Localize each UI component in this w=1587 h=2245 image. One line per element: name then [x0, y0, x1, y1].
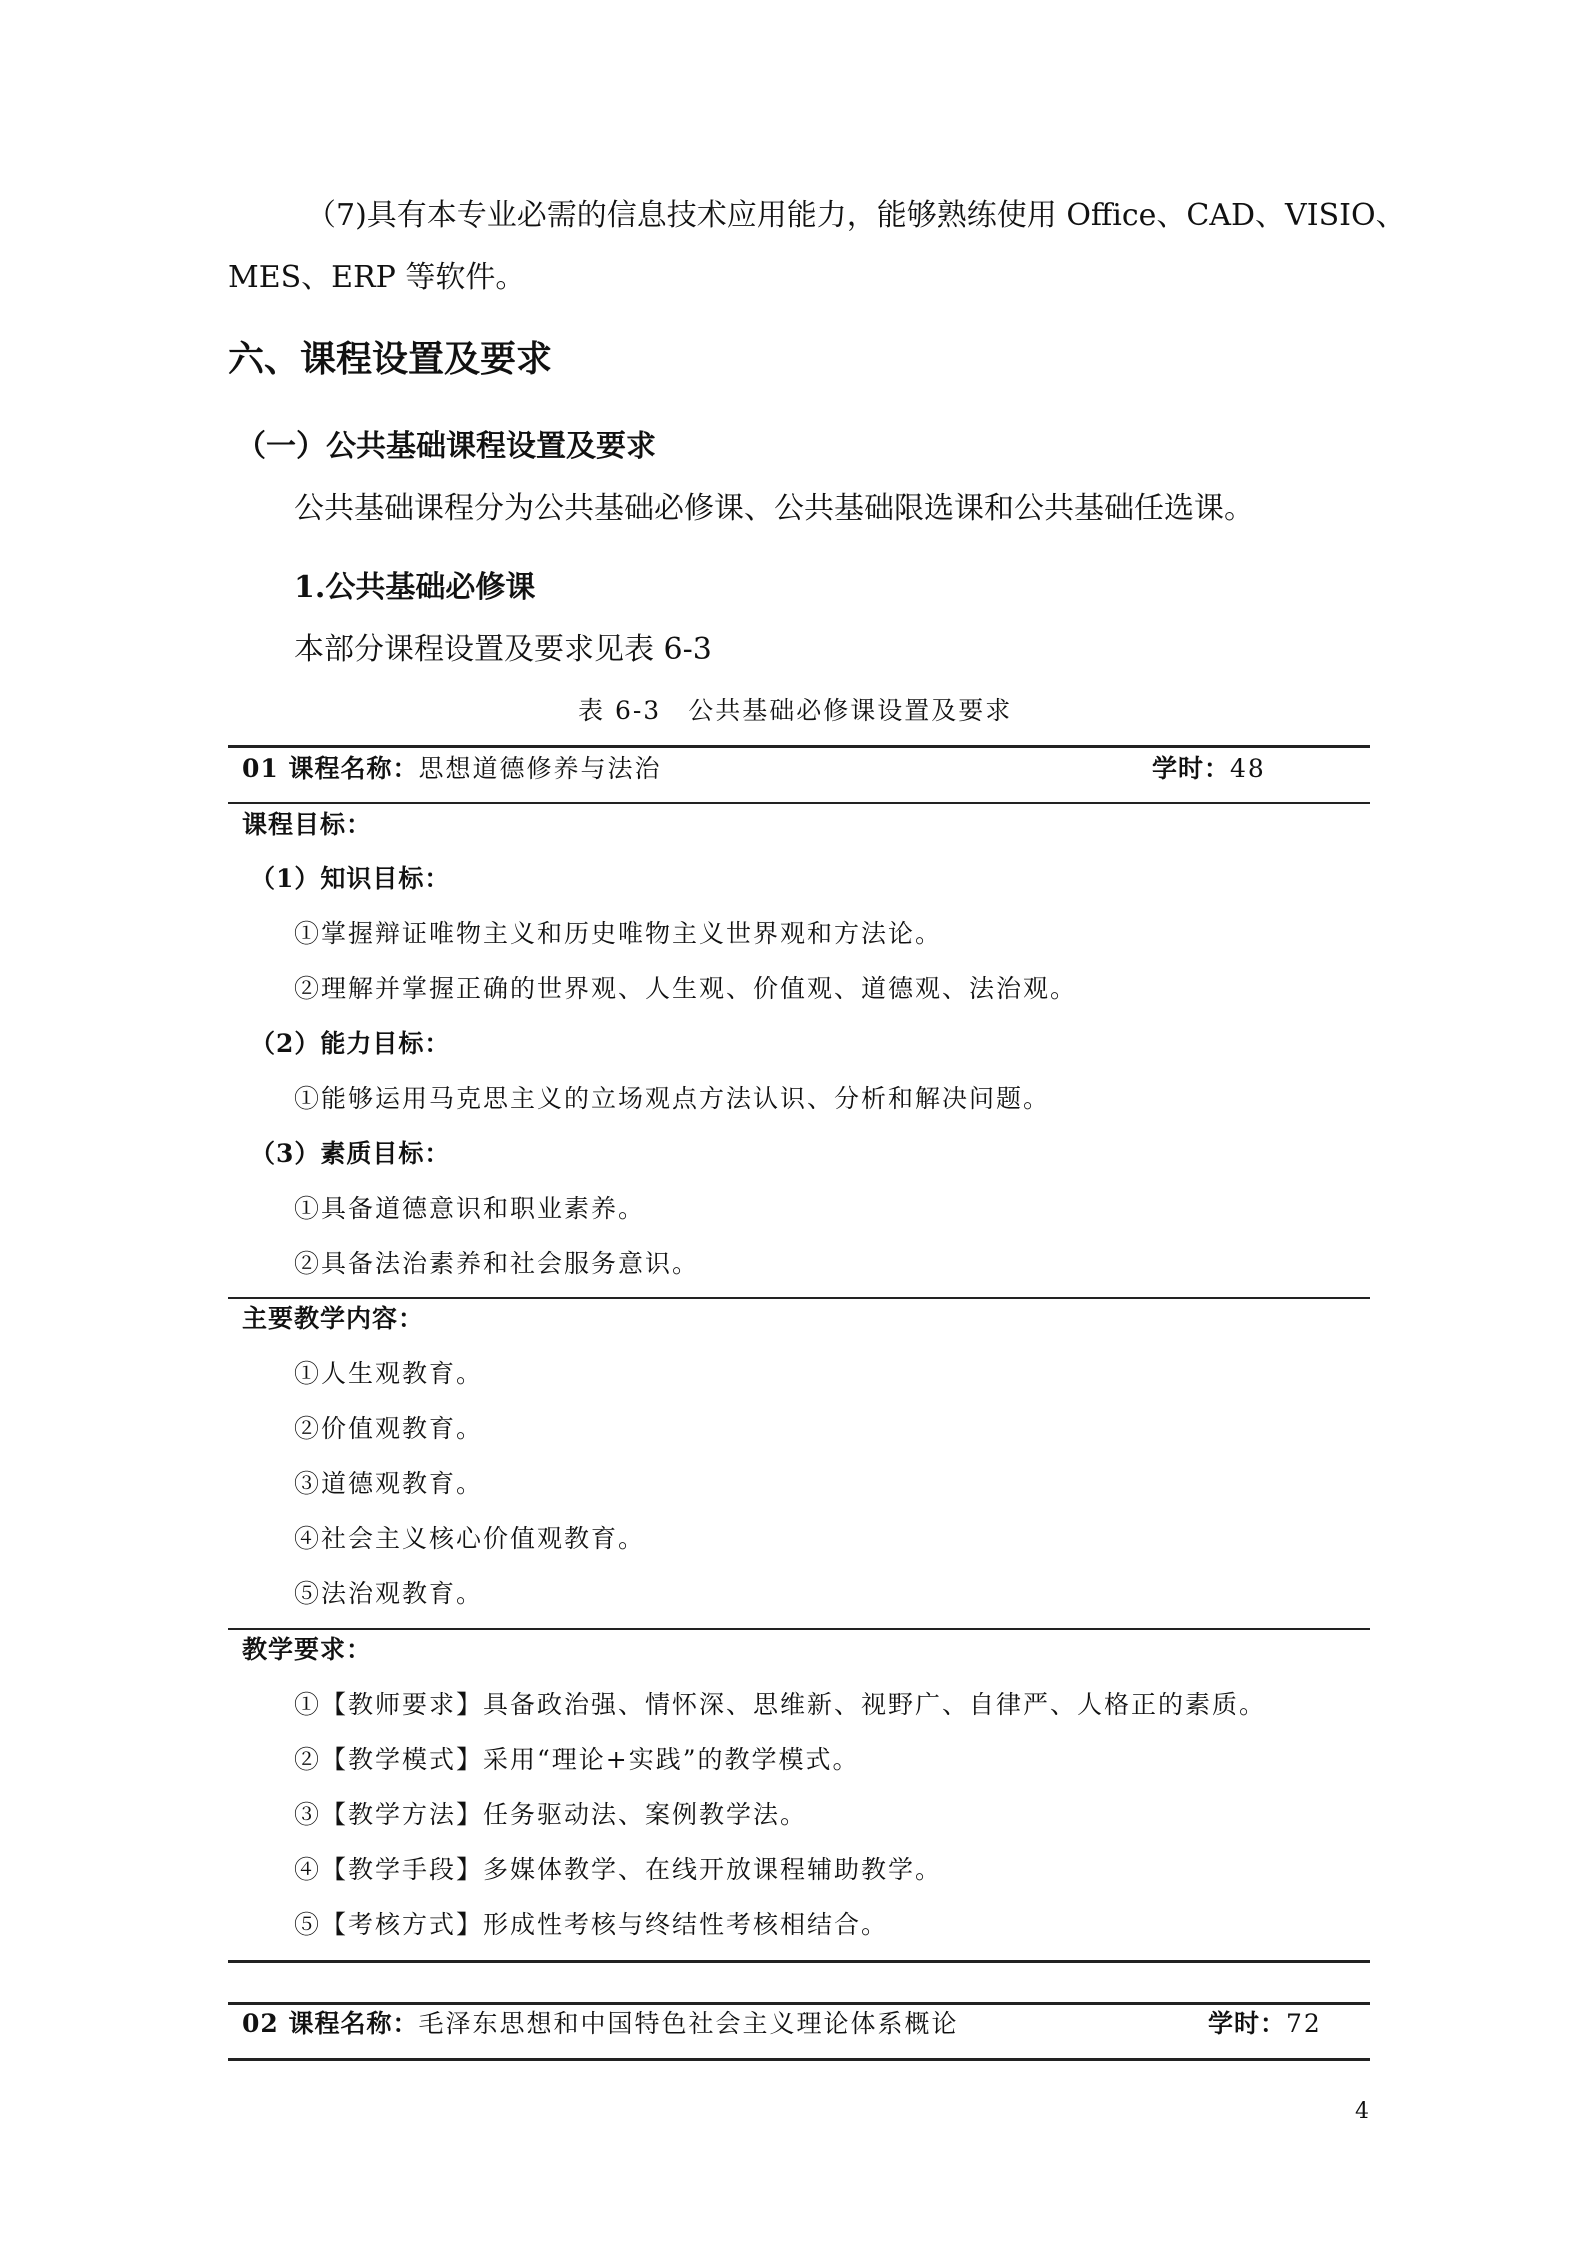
- course1-goals-heading: 课程目标：: [242, 810, 373, 839]
- table-top-rule: [228, 2002, 1370, 2005]
- req-num: ①: [294, 1690, 322, 1719]
- table-top-rule: [228, 745, 1370, 748]
- course2-hours-label: 学时：: [1208, 2009, 1287, 2038]
- req-num: ⑤: [294, 1910, 322, 1939]
- page-number: 4: [1355, 2099, 1369, 2124]
- course1-content-heading: 主要教学内容：: [242, 1304, 425, 1333]
- req-text: 形成性考核与终结性考核相结合。: [483, 1910, 889, 1939]
- course1-knowledge-item: ②理解并掌握正确的世界观、人生观、价值观、道德观、法治观。: [294, 974, 1078, 1003]
- course2-hours-value: 72: [1286, 2009, 1322, 2038]
- course1-knowledge-heading: （1）知识目标：: [250, 864, 451, 893]
- intro-line-1: （7)具有本专业必需的信息技术应用能力，能够熟练使用 Office、CAD、VISIO、: [306, 198, 1406, 233]
- course1-hours-label: 学时：: [1152, 754, 1231, 783]
- table-rule: [228, 1297, 1370, 1299]
- course1-content-item: ②价值观教育。: [294, 1414, 484, 1443]
- subsection-text: 公共基础课程分为公共基础必修课、公共基础限选课和公共基础任选课。: [294, 491, 1254, 526]
- req-tag: 【教学模式】: [321, 1745, 484, 1774]
- req-num: ③: [294, 1800, 322, 1829]
- course1-content-item: ④社会主义核心价值观教育。: [294, 1524, 646, 1553]
- course1-hours-value: 48: [1230, 754, 1266, 783]
- table-bottom-rule: [228, 1960, 1370, 1963]
- course1-content-item: ⑤法治观教育。: [294, 1579, 484, 1608]
- intro-line-2: MES、ERP 等软件。: [228, 260, 526, 295]
- course1-requirement: [294, 1688, 1266, 1722]
- course1-requirement: [294, 1743, 860, 1777]
- course2-hours: [1208, 2007, 1322, 2041]
- course2-name-label: 02 课程名称：: [242, 2009, 419, 2038]
- req-tag: 【考核方式】: [321, 1910, 484, 1939]
- table-caption: 表 6-3 公共基础必修课设置及要求: [578, 696, 1013, 725]
- course1-header: [242, 752, 662, 786]
- course1-knowledge-item: ①掌握辩证唯物主义和历史唯物主义世界观和方法论。: [294, 919, 943, 948]
- req-tag: 【教学方法】: [321, 1800, 484, 1829]
- course1-name: 思想道德修养与法治: [418, 754, 662, 783]
- req-tag: 【教学手段】: [321, 1855, 484, 1884]
- req-text: 具备政治强、情怀深、思维新、视野广、自律严、人格正的素质。: [483, 1690, 1267, 1719]
- course1-requirement: [294, 1853, 942, 1887]
- course1-quality-item: ②具备法治素养和社会服务意识。: [294, 1249, 700, 1278]
- req-text: 任务驱动法、案例教学法。: [483, 1800, 808, 1829]
- course1-requirement: [294, 1798, 807, 1832]
- req-tag: 【教师要求】: [321, 1690, 484, 1719]
- course1-req-heading: 教学要求：: [242, 1635, 373, 1664]
- course1-ability-item: ①能够运用马克思主义的立场观点方法认识、分析和解决问题。: [294, 1084, 1051, 1113]
- item-text: 本部分课程设置及要求见表 6-3: [294, 632, 712, 667]
- course1-ability-heading: （2）能力目标：: [250, 1029, 451, 1058]
- course1-content-item: ①人生观教育。: [294, 1359, 484, 1388]
- subsection-title: （一）公共基础课程设置及要求: [236, 429, 656, 464]
- req-text: 多媒体教学、在线开放课程辅助教学。: [483, 1855, 943, 1884]
- course1-quality-heading: （3）素质目标：: [250, 1139, 451, 1168]
- course1-quality-item: ①具备道德意识和职业素养。: [294, 1194, 646, 1223]
- course1-hours: [1152, 752, 1266, 786]
- item-title: 1.公共基础必修课: [294, 570, 536, 605]
- course1-requirement: [294, 1908, 888, 1942]
- req-num: ④: [294, 1855, 322, 1884]
- table-rule: [228, 802, 1370, 804]
- course2-name: 毛泽东思想和中国特色社会主义理论体系概论: [418, 2009, 959, 2038]
- course1-name-label: 01 课程名称：: [242, 754, 419, 783]
- req-num: ②: [294, 1745, 322, 1774]
- course1-content-item: ③道德观教育。: [294, 1469, 484, 1498]
- table-rule: [228, 1628, 1370, 1630]
- section-title: 六、课程设置及要求: [228, 339, 553, 380]
- course2-header: [242, 2007, 959, 2041]
- req-text: 采用“理论+实践”的教学模式。: [483, 1745, 860, 1774]
- table-bottom-rule: [228, 2058, 1370, 2061]
